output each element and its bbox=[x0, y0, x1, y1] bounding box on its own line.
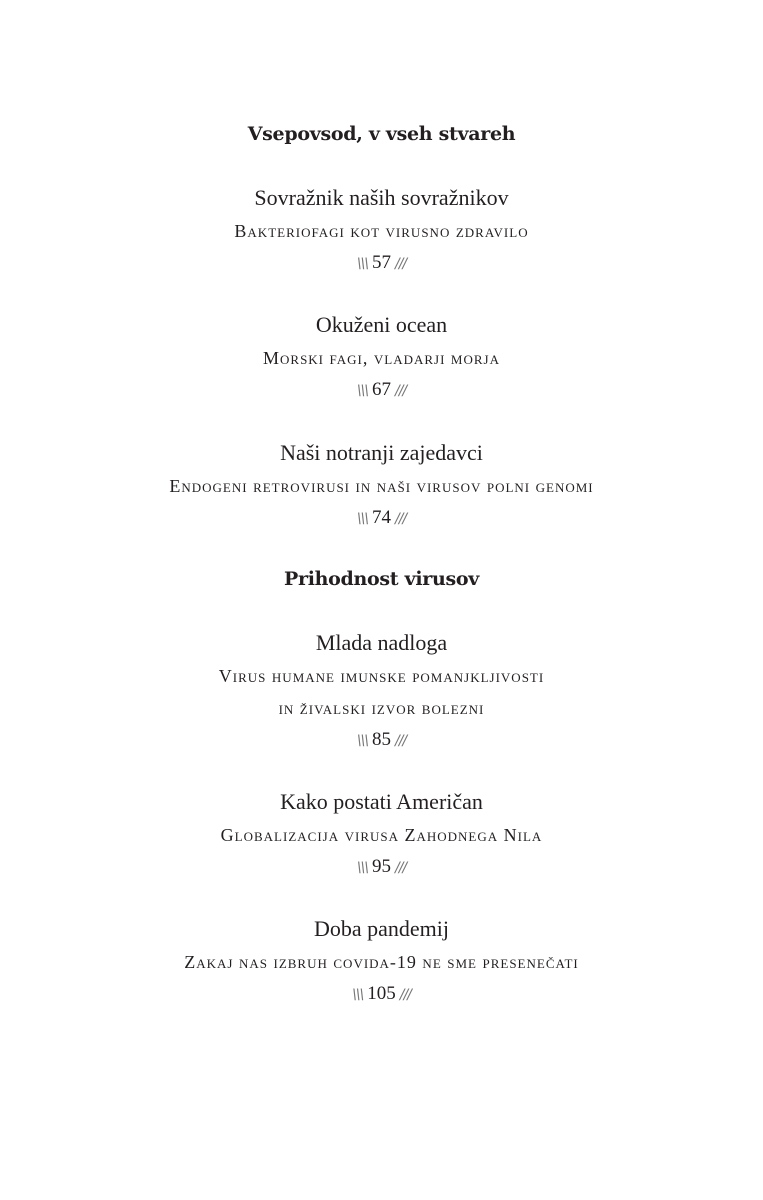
slash-right-mark: /// bbox=[395, 511, 407, 527]
page-number: 85 bbox=[372, 729, 391, 750]
entry-subtitle: Morski fagi, vladarji morja bbox=[263, 348, 500, 368]
entry-subtitle: in živalski izvor bolezni bbox=[278, 698, 485, 718]
page-reference bbox=[0, 374, 763, 407]
toc-entry bbox=[0, 630, 763, 757]
page-number: 95 bbox=[372, 856, 391, 877]
entry-subtitle: Bakteriofagi kot virusno zdravilo bbox=[234, 221, 529, 241]
section-title: Vsepovsod, v vseh stvareh bbox=[247, 123, 516, 145]
slash-right-mark: /// bbox=[395, 733, 407, 749]
entry-title: Kako postati Američan bbox=[280, 789, 483, 814]
entry-subtitle: Endogeni retrovirusi in naši virusov polni genomi bbox=[169, 476, 594, 496]
page-reference bbox=[0, 978, 763, 1011]
entry-subtitle: Virus humane imunske pomanjkljivosti bbox=[218, 666, 545, 686]
entry-title: Doba pandemij bbox=[313, 916, 450, 941]
slash-right-mark: /// bbox=[395, 860, 407, 876]
slash-right-mark: /// bbox=[399, 987, 411, 1003]
slash-right-mark: /// bbox=[395, 383, 407, 399]
toc-entry bbox=[0, 789, 763, 884]
section-title: Prihodnost virusov bbox=[284, 568, 479, 590]
page-number: 74 bbox=[372, 507, 391, 528]
entry-title: Naši notranji zajedavci bbox=[280, 440, 483, 465]
page-number: 57 bbox=[372, 252, 391, 273]
page-reference bbox=[0, 247, 763, 280]
page-reference bbox=[0, 724, 763, 757]
slash-left-mark: \\\ bbox=[356, 256, 368, 272]
entry-subtitle: Zakaj nas izbruh covida-19 ne sme presenečati bbox=[184, 952, 579, 972]
slash-left-mark: \\\ bbox=[356, 511, 368, 527]
toc-entry bbox=[0, 185, 763, 280]
page-reference bbox=[0, 851, 763, 884]
slash-left-mark: \\\ bbox=[356, 383, 368, 399]
page-number: 105 bbox=[367, 983, 396, 1004]
entry-title: Mlada nadloga bbox=[315, 630, 448, 655]
page-number: 67 bbox=[372, 379, 391, 400]
toc-entry bbox=[0, 312, 763, 407]
entry-title: Sovražnik naših sovražnikov bbox=[254, 185, 509, 210]
entry-title: Okuženi ocean bbox=[315, 312, 448, 337]
slash-left-mark: \\\ bbox=[356, 733, 368, 749]
slash-left-mark: \\\ bbox=[352, 987, 364, 1003]
slash-left-mark: \\\ bbox=[356, 860, 368, 876]
page-reference bbox=[0, 502, 763, 535]
slash-right-mark: /// bbox=[395, 256, 407, 272]
toc-entry bbox=[0, 916, 763, 1011]
toc-entry bbox=[0, 440, 763, 535]
entry-subtitle: Globalizacija virusa Zahodnega Nila bbox=[220, 825, 543, 845]
